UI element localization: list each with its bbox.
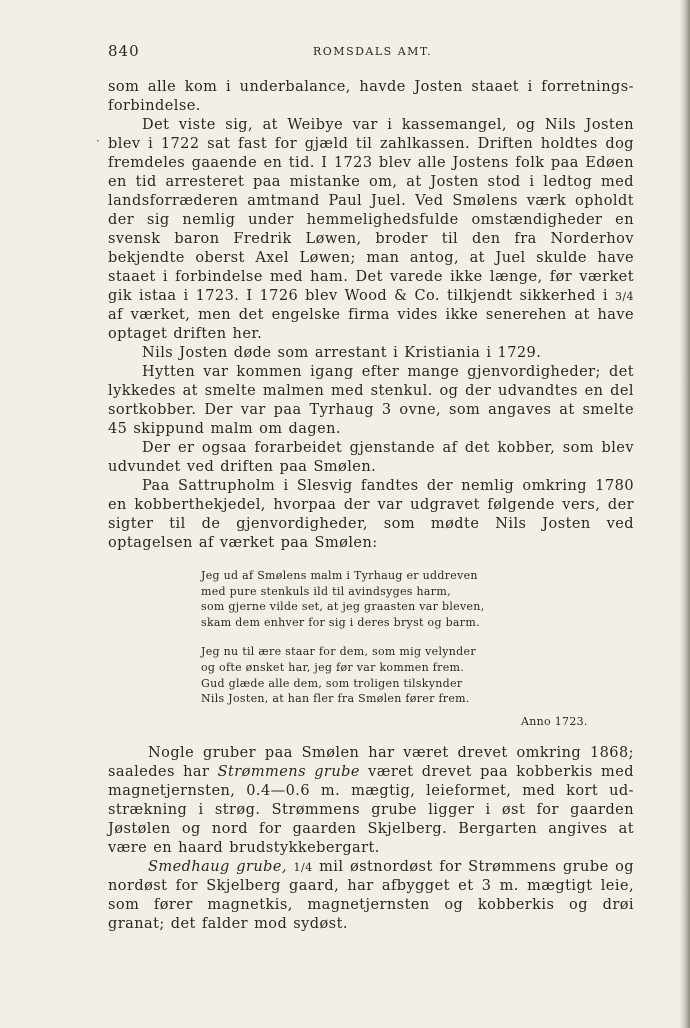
verse-line: Jeg nu til ære staar for dem, som mig velynder: [201, 645, 476, 659]
verse-line: Jeg ud af Smølens malm i Tyrhaug er uddreven: [201, 569, 478, 582]
paragraph: Nils Josten døde som arrestant i Kristiania i 1729.: [142, 345, 542, 361]
stanza: [201, 644, 621, 706]
verse-block: [201, 568, 621, 728]
section-text: [108, 744, 634, 934]
verse-line: og ofte ønsket har, jeg før var kommen frem.: [201, 660, 465, 674]
paragraph-text: Nogle gruber paa Smølen har været drevet omkring 1868; saaledes har: [108, 745, 634, 780]
paragraph: [108, 116, 634, 344]
paragraph: som alle kom i underbalance, havde Josten staaet i forretnings-forbindelse.: [108, 79, 634, 114]
running-title: ROMSDALS AMT.: [313, 45, 433, 58]
page-header: [108, 42, 632, 66]
fraction: 3/4: [614, 290, 634, 303]
stanza: [201, 568, 621, 630]
page-edge: [680, 0, 690, 1028]
verse-line: med pure stenkuls ild til avindsyges harm,: [201, 584, 451, 598]
paragraph: [108, 744, 634, 858]
paragraph-text: været drevet paa kobberkis med magnetjernsten, 0.4—0.6 m. mægtig, leieformet, med kort ud-strækning i strøg. Strømmens grube ligger i øst for gaarden Jøstølen og nord for gaarden Skjelberg. Bergarten angives at være en haard brudstykkebergart.: [108, 764, 634, 856]
paragraph: Der er ogsaa forarbeidet gjenstande af det kobber, som blev udvundet ved driften paa Smølen.: [108, 440, 634, 475]
margin-mark: ·: [96, 134, 100, 148]
page-number: 840: [108, 42, 140, 60]
verse-line: Nils Josten, at han fler fra Smølen fører frem.: [201, 692, 470, 706]
fraction: 1/4: [293, 861, 313, 874]
verse-line: som gjerne vilde set, at jeg graasten var bleven,: [201, 600, 485, 614]
verse-line: skam dem enhver for sig i deres bryst og barm.: [201, 615, 480, 629]
main-text: [108, 78, 634, 553]
verse-date: Anno 1723.: [521, 715, 588, 728]
paragraph-text: mil østnordøst for Strømmens grube og nordøst for Skjelberg gaard, har afbygget et 3 m. mægtigt leie, som fører magnetkis, magnetjernsten og kobberkis og drøi granat; det falder mod sydøst.: [108, 859, 635, 932]
paragraph-text: Det viste sig, at Weibye var i kassemangel, og Nils Josten blev i 1722 sat fast for gjæld til zahlkassen. Driften holdtes dog fremdeles gaaende en tid. I 1723 blev alle Jostens folk paa Edøen en tid arresteret paa mistanke om, at Josten stod i ledtog med landsforræderen amtmand Paul Juel. Ved Smølens værk opholdt der sig nemlig under hemmelighedsfulde omstændigheder en svensk baron Fredrik Løwen, broder til den fra Norderhov bekjendte oberst Axel Løwen; man antog, at Juel skulde have staaet i forbindelse med ham. Det varede ikke længe, før værket gik istaa i 1723. I 1726 blev Wood & Co. tilkjendt sikkerhed i: [108, 117, 634, 304]
italic-term: Smedhaug grube,: [148, 859, 287, 875]
italic-term: Strømmens grube: [217, 764, 360, 780]
paragraph: Hytten var kommen igang efter mange gjenvordigheder; det lykkedes at smelte malmen med stenkul. og der udvandtes en del sortkobber. Der var paa Tyrhaug 3 ovne, som angaves at smelte 45 skippund malm om dagen.: [108, 364, 634, 437]
paragraph-text: af værket, men det engelske firma vides ikke senerehen at have optaget driften her.: [108, 307, 634, 342]
paragraph: Paa Sattrupholm i Slesvig fandtes der nemlig omkring 1780 en kobberthekjedel, hvorpaa der var udgravet følgende vers, der sigter til de gjenvordigheder, som mødte Nils Josten ved optagelsen af værket paa Smølen:: [108, 478, 634, 551]
paragraph: [108, 858, 634, 934]
verse-line: Gud glæde alle dem, som troligen tilskynder: [201, 676, 463, 690]
